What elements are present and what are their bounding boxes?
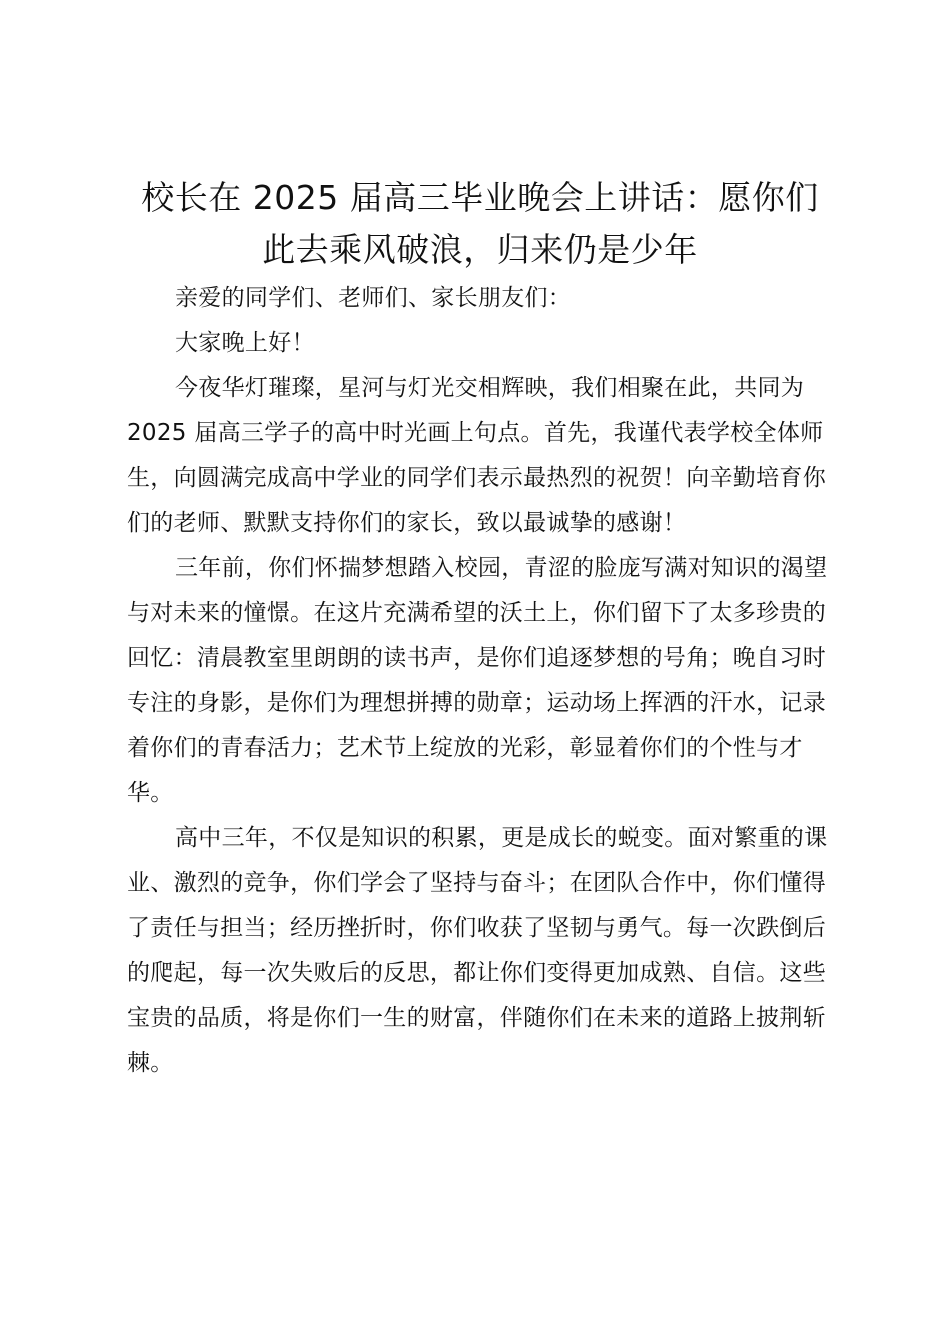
document-title [110,172,850,276]
title-line-2: 此去乘风破浪，归来仍是少年 [262,230,698,269]
title-line-1: 校长在 2025 届高三毕业晚会上讲话：愿你们 [141,178,819,217]
document-body [127,276,833,1086]
body-paragraph: 今夜华灯璀璨，星河与灯光交相辉映，我们相聚在此，共同为 2025 届高三学子的高中时光画上句点。首先，我谨代表学校全体师生，向圆满完成高中学业的同学们表示最热烈的祝贺！向辛勤培育你们的老师、默默支持你们的家长，致以最诚挚的感谢！ [127,375,826,536]
greeting-paragraph: 大家晚上好！ [175,330,315,356]
body-paragraph: 三年前，你们怀揣梦想踏入校园，青涩的脸庞写满对知识的渴望与对未来的憧憬。在这片充满希望的沃土上，你们留下了太多珍贵的回忆：清晨教室里朗朗的读书声，是你们追逐梦想的号角；晚自习时专注的身影，是你们为理想拼搏的勋章；运动场上挥洒的汗水，记录着你们的青春活力；艺术节上绽放的光彩，彰显着你们的个性与才华。 [127,555,828,806]
body-paragraph: 高中三年，不仅是知识的积累，更是成长的蜕变。面对繁重的课业、激烈的竞争，你们学会了坚持与奋斗；在团队合作中，你们懂得了责任与担当；经历挫折时，你们收获了坚韧与勇气。每一次跌倒后的爬起，每一次失败后的反思，都让你们变得更加成熟、自信。这些宝贵的品质，将是你们一生的财富，伴随你们在未来的道路上披荆斩棘。 [127,825,828,1076]
salutation-paragraph: 亲爱的同学们、老师们、家长朋友们： [175,285,572,311]
